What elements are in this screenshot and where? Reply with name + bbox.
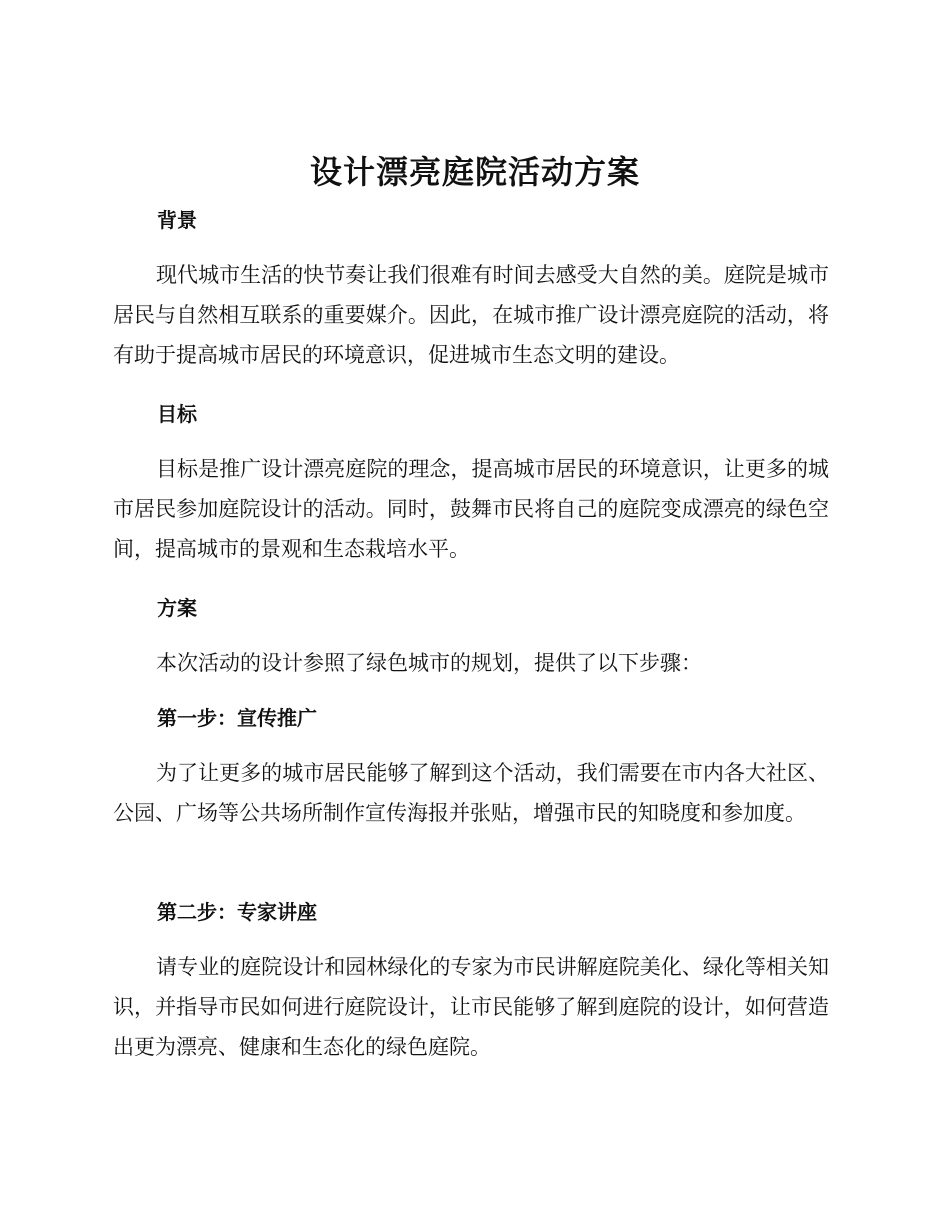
section-paragraph-goal: 目标是推广设计漂亮庭院的理念，提高城市居民的环境意识，让更多的城市居民参加庭院设计的活动。同时，鼓舞市民将自己的庭院变成漂亮的绿色空间，提高城市的景观和生态栽培水平。	[113, 457, 829, 561]
section-paragraph-plan: 本次活动的设计参照了绿色城市的规划，提供了以下步骤：	[156, 651, 702, 675]
section-heading-background: 背景	[157, 208, 197, 232]
section-paragraph-step-one: 为了让更多的城市居民能够了解到这个活动，我们需要在市内各大社区、公园、广场等公共场所制作宣传海报并张贴，增强市民的知晓度和参加度。	[113, 761, 829, 825]
section-heading-step-two: 第二步：专家讲座	[157, 900, 317, 924]
document-title: 设计漂亮庭院活动方案	[309, 153, 640, 191]
section-paragraph-background: 现代城市生活的快节奏让我们很难有时间去感受大自然的美。庭院是城市居民与自然相互联系的重要媒介。因此，在城市推广设计漂亮庭院的活动，将有助于提高城市居民的环境意识，促进城市生态文明的建设。	[113, 263, 829, 367]
section-heading-plan: 方案	[157, 596, 197, 620]
section-heading-goal: 目标	[157, 402, 197, 426]
section-paragraph-step-two: 请专业的庭院设计和园林绿化的专家为市民讲解庭院美化、绿化等相关知识，并指导市民如何进行庭院设计，让市民能够了解到庭院的设计，如何营造出更为漂亮、健康和生态化的绿色庭院。	[113, 955, 829, 1059]
section-heading-step-one: 第一步：宣传推广	[157, 706, 317, 730]
